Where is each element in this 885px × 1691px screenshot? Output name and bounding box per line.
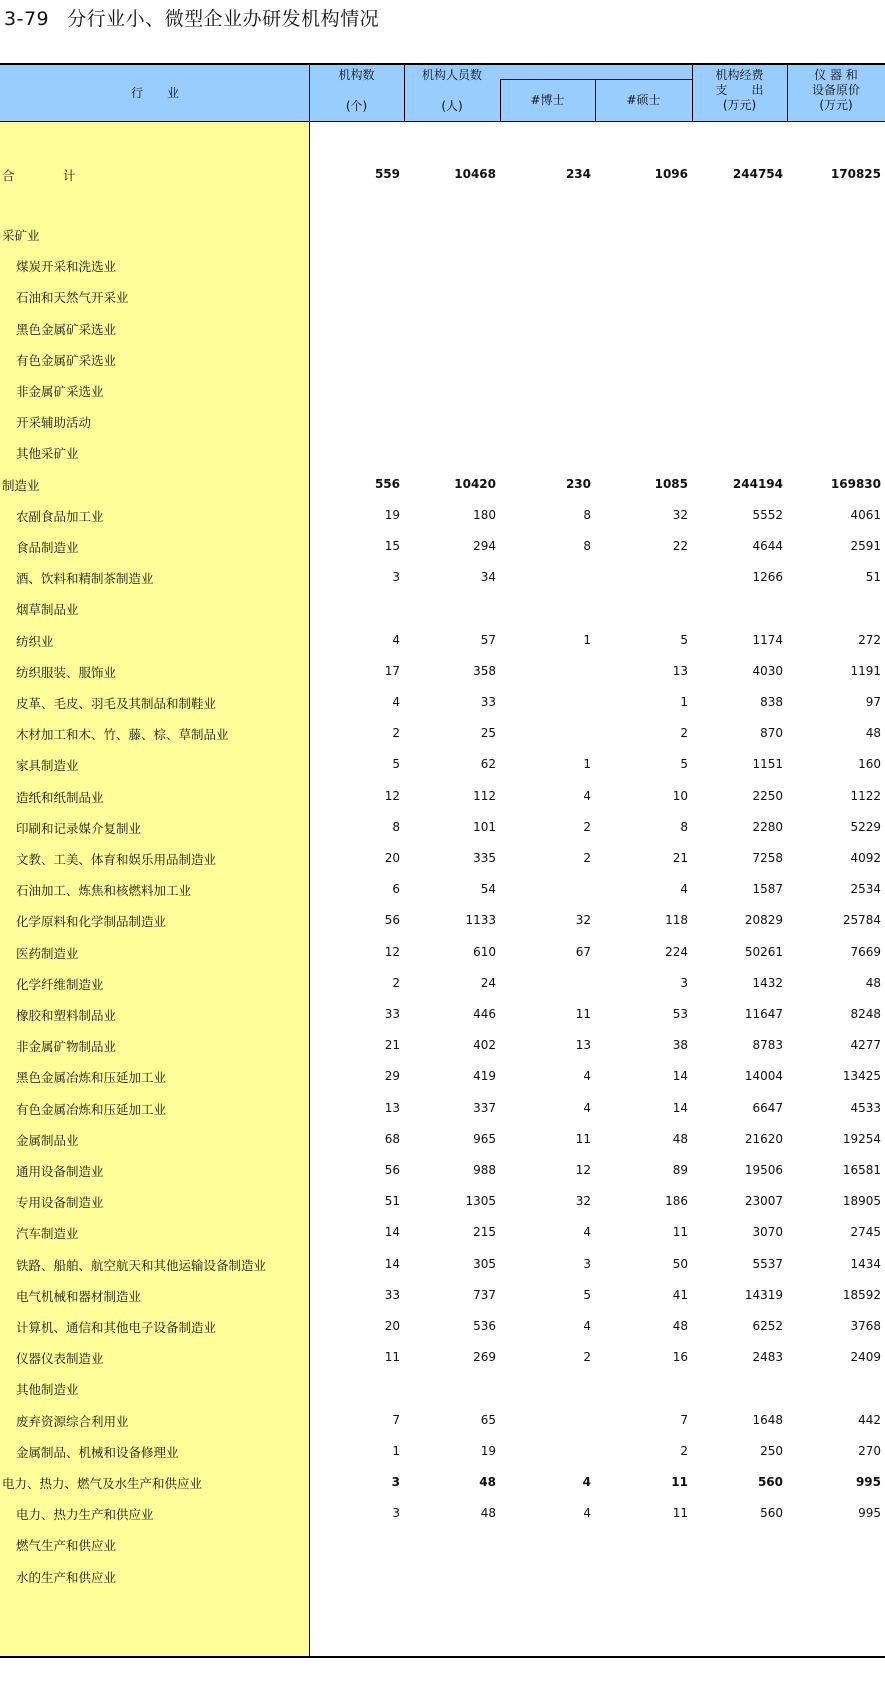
expense-cell: 244754	[732, 167, 783, 181]
equip-cell: 270	[858, 1443, 881, 1458]
equip-cell: 4533	[850, 1100, 881, 1115]
industry-name: 开采辅助活动	[16, 415, 92, 431]
phd-cell: 1	[583, 757, 591, 772]
industry-name: 酒、饮料和精制茶制造业	[16, 571, 154, 587]
table-row	[0, 1035, 885, 1055]
header-inst-count: 机构数	[338, 68, 375, 82]
table-title: 分行业小、微型企业办研发机构情况	[67, 8, 380, 30]
staff-cell: 54	[480, 882, 496, 897]
staff-cell: 48	[479, 1475, 496, 1489]
expense-cell: 4030	[752, 663, 783, 678]
header-equip-l2: 设备原价	[811, 83, 860, 97]
table-row	[0, 942, 885, 962]
table-row	[0, 630, 885, 650]
industry-name: 仪器仪表制造业	[16, 1351, 104, 1367]
expense-cell: 11647	[744, 1007, 783, 1021]
equip-cell: 2745	[850, 1225, 881, 1240]
staff-cell: 10468	[454, 167, 496, 181]
inst-count-cell: 13	[384, 1100, 400, 1115]
equip-cell: 995	[858, 1506, 881, 1521]
phd-cell: 11	[575, 1131, 591, 1146]
inst-count-cell: 20	[384, 851, 400, 865]
industry-name: 烟草制品业	[16, 602, 79, 618]
table-row	[0, 1316, 885, 1336]
master-cell: 11	[672, 1506, 688, 1521]
expense-cell: 3070	[752, 1225, 783, 1240]
expense-cell: 23007	[744, 1194, 783, 1209]
industry-name: 水的生产和供应业	[16, 1569, 117, 1585]
expense-cell: 5537	[752, 1256, 783, 1271]
phd-cell: 4	[583, 1100, 591, 1115]
master-cell: 2	[680, 1443, 688, 1458]
table-row	[0, 1160, 885, 1180]
table-number: 3-79	[4, 8, 50, 30]
table-row	[0, 1378, 885, 1398]
table-row	[0, 286, 885, 306]
header-equip-l1: 仪 器 和	[814, 68, 858, 82]
expense-cell: 14319	[744, 1287, 783, 1302]
equip-cell: 7669	[850, 944, 881, 959]
master-cell: 41	[672, 1287, 688, 1302]
phd-cell: 230	[565, 476, 591, 491]
master-cell: 48	[672, 1131, 688, 1146]
master-cell: 22	[672, 539, 688, 553]
industry-name: 其他制造业	[16, 1382, 79, 1398]
master-cell: 5	[680, 757, 688, 772]
staff-cell: 294	[473, 539, 496, 553]
equip-cell: 442	[858, 1412, 881, 1427]
industry-name: 医药制造业	[16, 945, 79, 961]
table-bottom-rule	[0, 1656, 885, 1658]
staff-cell: 215	[473, 1225, 496, 1240]
phd-cell: 4	[583, 1225, 591, 1240]
phd-cell: 234	[565, 167, 591, 181]
industry-name: 造纸和纸制品业	[16, 789, 104, 805]
inst-count-cell: 20	[384, 1319, 400, 1333]
expense-cell: 560	[760, 1506, 783, 1521]
staff-cell: 180	[473, 507, 496, 522]
industry-name: 有色金属冶炼和压延加工业	[16, 1101, 167, 1117]
staff-cell: 62	[480, 757, 496, 772]
header-expense-l2: 支 出	[715, 83, 764, 97]
equip-cell: 5229	[850, 819, 881, 834]
inst-count-cell: 8	[392, 819, 400, 834]
equip-cell: 18905	[842, 1194, 881, 1209]
staff-cell: 65	[480, 1412, 496, 1427]
table-row	[0, 848, 885, 868]
table-row	[0, 255, 885, 275]
expense-cell: 1151	[752, 757, 783, 772]
expense-cell: 8783	[752, 1038, 783, 1053]
inst-count-cell: 559	[374, 167, 400, 181]
industry-name: 金属制品业	[16, 1132, 79, 1148]
inst-count-cell: 14	[384, 1225, 400, 1240]
staff-cell: 10420	[454, 476, 496, 491]
inst-count-cell: 4	[392, 632, 400, 647]
expense-cell: 20829	[744, 913, 783, 928]
expense-cell: 1648	[752, 1412, 783, 1427]
inst-count-cell: 4	[392, 695, 400, 709]
industry-name: 家具制造业	[16, 758, 79, 774]
table-row	[0, 1254, 885, 1274]
inst-count-cell: 56	[384, 1163, 400, 1177]
table-row	[0, 536, 885, 556]
header-staff-unit: (人)	[441, 99, 463, 113]
table-row	[0, 598, 885, 618]
industry-name: 非金属矿采选业	[16, 384, 104, 399]
table-row	[0, 1222, 885, 1242]
expense-cell: 1174	[752, 632, 783, 647]
industry-name: 制造业	[2, 477, 40, 493]
inst-count-cell: 51	[384, 1194, 400, 1209]
industry-name: 橡胶和塑料制品业	[16, 1008, 117, 1023]
header-expense-l1: 机构经费	[715, 68, 764, 82]
staff-cell: 402	[473, 1038, 496, 1053]
staff-cell: 1133	[465, 913, 496, 928]
phd-cell: 4	[583, 788, 591, 803]
phd-cell: 67	[575, 944, 591, 959]
phd-cell: 8	[583, 539, 591, 553]
master-cell: 13	[672, 663, 688, 678]
industry-name: 金属制品、机械和设备修理业	[16, 1444, 179, 1460]
equip-cell: 18592	[842, 1287, 881, 1302]
master-cell: 186	[665, 1194, 688, 1209]
staff-cell: 1305	[465, 1194, 496, 1209]
industry-name: 化学纤维制造业	[16, 976, 104, 992]
industry-name: 纺织服装、服饰业	[16, 664, 117, 680]
table-row	[0, 411, 885, 431]
inst-count-cell: 3	[392, 570, 400, 585]
expense-cell: 6647	[752, 1100, 783, 1115]
table-row	[0, 505, 885, 525]
equip-cell: 19254	[842, 1131, 881, 1146]
inst-count-cell: 17	[384, 663, 400, 678]
master-cell: 5	[680, 632, 688, 647]
staff-cell: 34	[480, 570, 496, 585]
industry-name: 煤炭开采和洗选业	[16, 259, 117, 275]
master-cell: 10	[672, 788, 688, 803]
phd-cell: 13	[575, 1038, 591, 1053]
industry-name: 其他采矿业	[16, 446, 79, 462]
inst-count-cell: 21	[384, 1038, 400, 1053]
phd-cell: 12	[575, 1163, 591, 1177]
industry-name: 采矿业	[2, 228, 40, 243]
industry-name: 电气机械和器材制造业	[16, 1288, 142, 1304]
equip-cell: 2534	[850, 882, 881, 897]
expense-cell: 50261	[744, 944, 783, 959]
table-row	[0, 817, 885, 837]
table-row	[0, 442, 885, 462]
master-cell: 32	[672, 507, 688, 522]
staff-cell: 536	[473, 1319, 496, 1333]
table-row	[0, 1566, 885, 1586]
industry-name: 有色金属矿采选业	[16, 352, 117, 368]
table-row	[0, 1472, 885, 1492]
expense-cell: 1587	[752, 882, 783, 897]
phd-cell: 2	[583, 851, 591, 865]
industry-name: 木材加工和木、竹、藤、棕、草制品业	[16, 727, 229, 743]
inst-count-cell: 56	[384, 913, 400, 928]
equip-cell: 272	[858, 632, 881, 647]
industry-name: 燃气生产和供应业	[16, 1538, 117, 1554]
equip-cell: 51	[865, 570, 881, 585]
table-row	[0, 567, 885, 587]
phd-cell: 32	[575, 1194, 591, 1209]
expense-cell: 2483	[752, 1350, 783, 1365]
industry-name: 皮革、毛皮、羽毛及其制品和制鞋业	[16, 696, 217, 711]
expense-cell: 4644	[752, 539, 783, 553]
table-row	[0, 224, 885, 244]
master-cell: 11	[671, 1475, 688, 1489]
industry-name: 纺织业	[16, 633, 54, 649]
phd-cell: 32	[575, 913, 591, 928]
table-row	[0, 1066, 885, 1086]
equip-cell: 4061	[850, 507, 881, 522]
equip-cell: 16581	[842, 1163, 881, 1177]
inst-count-cell: 29	[384, 1069, 400, 1084]
equip-cell: 4092	[850, 851, 881, 865]
equip-cell: 25784	[842, 913, 881, 928]
table-row	[0, 1098, 885, 1118]
equip-cell: 995	[855, 1475, 881, 1489]
header-equip-unit: (万元)	[819, 98, 853, 112]
phd-cell: 2	[583, 1350, 591, 1365]
inst-count-cell: 6	[392, 882, 400, 897]
industry-name: 通用设备制造业	[16, 1164, 104, 1179]
master-cell: 7	[680, 1412, 688, 1427]
master-cell: 14	[672, 1069, 688, 1084]
header-expense-unit: (万元)	[722, 98, 757, 112]
equip-cell: 97	[865, 695, 881, 709]
staff-cell: 48	[480, 1506, 496, 1521]
industry-name: 农副食品加工业	[16, 508, 104, 524]
inst-count-cell: 68	[384, 1131, 400, 1146]
expense-cell: 1432	[752, 975, 783, 990]
master-cell: 1	[680, 695, 688, 709]
table-row	[0, 692, 885, 712]
table-row	[0, 1129, 885, 1149]
staff-cell: 610	[473, 944, 496, 959]
master-cell: 118	[665, 913, 688, 928]
industry-name: 计算机、通信和其他电子设备制造业	[16, 1320, 217, 1335]
expense-cell: 2280	[752, 819, 783, 834]
inst-count-cell: 2	[392, 726, 400, 741]
inst-count-cell: 33	[384, 1007, 400, 1021]
table-row	[0, 1004, 885, 1024]
master-cell: 2	[680, 726, 688, 741]
expense-cell: 244194	[732, 476, 783, 491]
inst-count-cell: 556	[374, 476, 400, 491]
table-row	[0, 1191, 885, 1211]
staff-cell: 419	[473, 1069, 496, 1084]
phd-cell: 4	[582, 1475, 591, 1489]
industry-name: 汽车制造业	[16, 1226, 79, 1242]
master-cell: 11	[672, 1225, 688, 1240]
master-cell: 1085	[654, 476, 688, 491]
staff-cell: 965	[473, 1131, 496, 1146]
phd-cell: 2	[583, 819, 591, 834]
inst-count-cell: 33	[384, 1287, 400, 1302]
inst-count-cell: 7	[392, 1412, 400, 1427]
equip-cell: 170825	[830, 167, 881, 181]
expense-cell: 838	[760, 695, 783, 709]
industry-name: 印刷和记录媒介复制业	[16, 820, 142, 836]
table-row	[0, 318, 885, 338]
table-row	[0, 786, 885, 806]
table-row	[0, 380, 885, 400]
master-cell: 1096	[654, 167, 688, 181]
table-row	[0, 723, 885, 743]
table-row	[0, 973, 885, 993]
inst-count-cell: 12	[384, 944, 400, 959]
industry-name: 合 计	[2, 168, 94, 183]
master-cell: 8	[680, 819, 688, 834]
industry-name: 食品制造业	[16, 540, 79, 555]
table-row	[0, 910, 885, 930]
industry-name: 铁路、船舶、航空航天和其他运输设备制造业	[16, 1257, 267, 1273]
industry-name: 专用设备制造业	[16, 1195, 104, 1211]
industry-name: 化学原料和化学制品制造业	[16, 914, 167, 930]
equip-cell: 169830	[830, 476, 881, 491]
expense-cell: 560	[757, 1475, 783, 1489]
inst-count-cell: 14	[384, 1256, 400, 1271]
staff-cell: 988	[473, 1163, 496, 1177]
phd-cell: 1	[583, 632, 591, 647]
industry-name: 石油加工、炼焦和核燃料加工业	[16, 883, 192, 899]
master-cell: 21	[672, 851, 688, 865]
staff-cell: 57	[480, 632, 496, 647]
staff-cell: 25	[480, 726, 496, 741]
staff-cell: 305	[473, 1256, 496, 1271]
master-cell: 16	[672, 1350, 688, 1365]
equip-cell: 8248	[850, 1007, 881, 1021]
header-inst-count-unit: (个)	[345, 99, 368, 113]
expense-cell: 19506	[744, 1163, 783, 1177]
table-row	[0, 1347, 885, 1367]
staff-cell: 112	[473, 788, 496, 803]
equip-cell: 160	[858, 757, 881, 772]
table-row	[0, 349, 885, 369]
total-row	[0, 164, 885, 184]
staff-cell: 24	[480, 975, 496, 990]
master-cell: 53	[672, 1007, 688, 1021]
expense-cell: 1266	[752, 570, 783, 585]
staff-cell: 101	[473, 819, 496, 834]
expense-cell: 7258	[752, 851, 783, 865]
phd-cell: 4	[583, 1069, 591, 1084]
table-row	[0, 1441, 885, 1461]
inst-count-cell: 11	[384, 1350, 400, 1365]
header-master: #硕士	[626, 93, 661, 107]
equip-cell: 2409	[850, 1350, 881, 1365]
expense-cell: 2250	[752, 788, 783, 803]
staff-cell: 335	[473, 851, 496, 865]
staff-cell: 737	[473, 1287, 496, 1302]
staff-cell: 358	[473, 663, 496, 678]
inst-count-cell: 12	[384, 788, 400, 803]
inst-count-cell: 19	[384, 507, 400, 522]
equip-cell: 13425	[842, 1069, 881, 1084]
expense-cell: 6252	[752, 1319, 783, 1333]
equip-cell: 2591	[850, 539, 881, 553]
industry-name: 文教、工美、体育和娱乐用品制造业	[16, 852, 217, 867]
header-industry: 行 业	[130, 86, 179, 100]
industry-name: 电力、热力、燃气及水生产和供应业	[2, 1476, 203, 1491]
table-row	[0, 661, 885, 681]
master-cell: 48	[672, 1319, 688, 1333]
inst-count-cell: 3	[391, 1475, 400, 1489]
expense-cell: 14004	[744, 1069, 783, 1084]
phd-cell: 3	[583, 1256, 591, 1271]
table-row	[0, 1410, 885, 1430]
industry-name: 黑色金属矿采选业	[16, 321, 117, 337]
industry-name: 石油和天然气开采业	[16, 290, 129, 306]
inst-count-cell: 5	[392, 757, 400, 772]
table-row	[0, 1503, 885, 1523]
header-staff: 机构人员数	[421, 68, 482, 82]
staff-cell: 33	[480, 695, 496, 709]
inst-count-cell: 15	[384, 539, 400, 553]
header-phd: #博士	[530, 93, 565, 107]
phd-cell: 4	[583, 1319, 591, 1333]
master-cell: 89	[672, 1163, 688, 1177]
master-cell: 224	[665, 944, 688, 959]
master-cell: 50	[672, 1256, 688, 1271]
master-cell: 3	[680, 975, 688, 990]
expense-cell: 250	[760, 1443, 783, 1458]
table-row	[0, 1285, 885, 1305]
equip-cell: 3768	[850, 1319, 881, 1333]
master-cell: 14	[672, 1100, 688, 1115]
staff-cell: 337	[473, 1100, 496, 1115]
phd-cell: 8	[583, 507, 591, 522]
expense-cell: 21620	[744, 1131, 783, 1146]
industry-name: 电力、热力生产和供应业	[16, 1507, 154, 1523]
staff-cell: 19	[480, 1443, 496, 1458]
industry-name: 非金属矿物制品业	[16, 1039, 117, 1055]
master-cell: 38	[672, 1038, 688, 1053]
industry-name: 黑色金属冶炼和压延加工业	[16, 1070, 167, 1086]
expense-cell: 5552	[752, 507, 783, 522]
inst-count-cell: 1	[392, 1443, 400, 1458]
equip-cell: 48	[865, 975, 881, 990]
phd-cell: 5	[583, 1287, 591, 1302]
table-row	[0, 754, 885, 774]
industry-name: 废弃资源综合利用业	[16, 1413, 129, 1429]
equip-cell: 48	[865, 726, 881, 741]
expense-cell: 870	[760, 726, 783, 741]
inst-count-cell: 3	[392, 1506, 400, 1521]
staff-cell: 269	[473, 1350, 496, 1365]
master-cell: 4	[680, 882, 688, 897]
phd-cell: 4	[583, 1506, 591, 1521]
phd-cell: 11	[575, 1007, 591, 1021]
equip-cell: 4277	[850, 1038, 881, 1053]
inst-count-cell: 2	[392, 975, 400, 990]
equip-cell: 1122	[850, 788, 881, 803]
equip-cell: 1191	[850, 663, 881, 678]
staff-cell: 446	[473, 1007, 496, 1021]
table-row	[0, 1534, 885, 1554]
equip-cell: 1434	[850, 1256, 881, 1271]
table-row	[0, 879, 885, 899]
table-row	[0, 474, 885, 494]
